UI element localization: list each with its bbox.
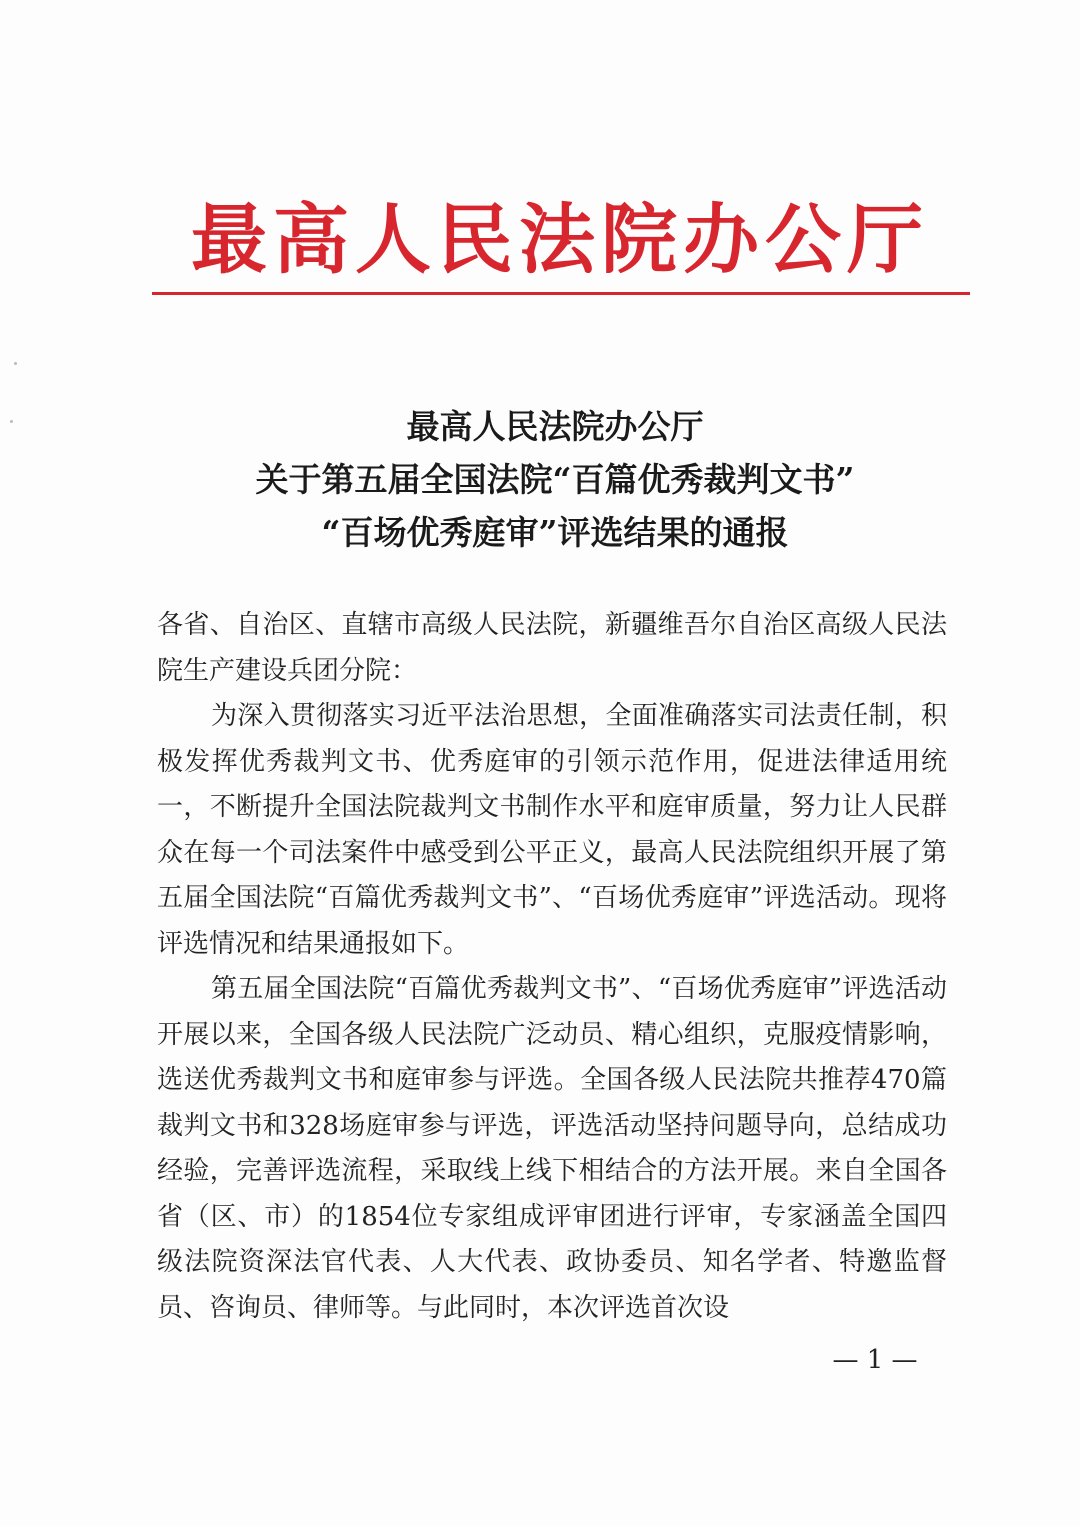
document-title bbox=[140, 400, 970, 559]
document-body bbox=[157, 603, 947, 1331]
scan-speck bbox=[10, 420, 13, 423]
addressee: 各省、自治区、直辖市高级人民法院，新疆维吾尔自治区高级人民法院生产建设兵团分院： bbox=[157, 610, 947, 686]
title-line-3: “百场优秀庭审”评选结果的通报 bbox=[321, 513, 789, 552]
page-number: — 1 — bbox=[832, 1345, 918, 1375]
title-line-2: 关于第五届全国法院“百篇优秀裁判文书” bbox=[255, 460, 855, 499]
body-paragraph-2: 第五届全国法院“百篇优秀裁判文书”、“百场优秀庭审”评选活动开展以来，全国各级人民法院广泛动员、精心组织，克服疫情影响，选送优秀裁判文书和庭审参与评选。全国各级人民法院共推荐470篇裁判文书和328场庭审参与评选，评选活动坚持问题导向，总结成功经验，完善评选流程，采取线上线下相结合的方法开展。来自全国各省（区、市）的1854位专家组成评审团进行评审，专家涵盖全国四级法院资深法官代表、人大代表、政协委员、知名学者、特邀监督员、咨询员、律师等。与此同时，本次评选首次设 bbox=[157, 974, 947, 1323]
scan-speck bbox=[14, 362, 17, 365]
masthead-red-header: 最高人民法院办公厅 bbox=[191, 195, 929, 284]
red-separator-line bbox=[152, 292, 970, 295]
body-paragraph-1: 为深入贯彻落实习近平法治思想，全面准确落实司法责任制，积极发挥优秀裁判文书、优秀庭审的引领示范作用，促进法律适用统一，不断提升全国法院裁判文书制作水平和庭审质量，努力让人民群众在每一个司法案件中感受到公平正义，最高人民法院组织开展了第五届全国法院“百篇优秀裁判文书”、“百场优秀庭审”评选活动。现将评选情况和结果通报如下。 bbox=[157, 701, 947, 959]
title-line-1: 最高人民法院办公厅 bbox=[406, 407, 704, 446]
